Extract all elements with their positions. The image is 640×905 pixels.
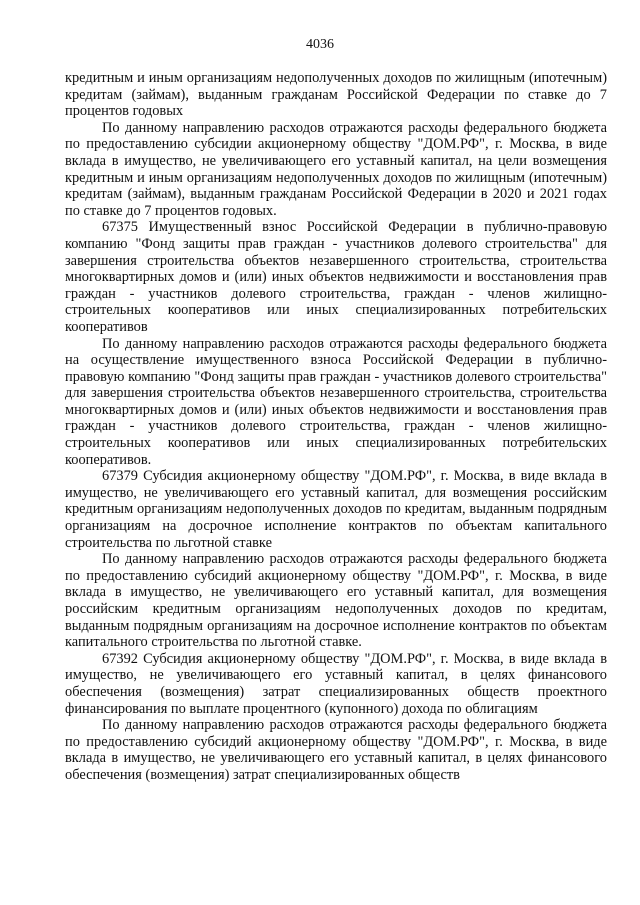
paragraph-description: По данному направлению расходов отражаются расходы федерального бюджета по предоставлению субсидий акционерному обществу "ДОМ.РФ", г. Москва, в виде вклада в имущество, не увеличивающего его уставный капитал, для возмещения российским кредитным организациям недополученных доходов по кредитам, выданным подрядным организациям на досрочное исполнение контрактов по объектам капитального строительства по льготной ставке. (65, 551, 607, 651)
paragraph-description: По данному направлению расходов отражаются расходы федерального бюджета на осуществление имущественного взноса Российской Федерации в публично-правовую компанию "Фонд защиты прав граждан - участников долевого строительства" для завершения строительства объектов незавершенного строительства, строительства многоквартирных домов и (или) иных объектов недвижимости и восстановления прав граждан - участников долевого строительства, граждан - членов жилищно-строительных кооперативов или иных специализированных потребительских кооперативов. (65, 335, 607, 468)
page-number: 4036 (306, 37, 334, 52)
paragraph-code-67379: 67379 Субсидия акционерному обществу "ДОМ.РФ", г. Москва, в виде вклада в имущество, не увеличивающего его уставный капитал, для возмещения российским кредитным организациям недополученных доходов по кредитам, выданным подрядным организациям на досрочное исполнение контрактов по объектам капитального строительства по льготной ставке (65, 468, 607, 551)
document-body (65, 70, 607, 784)
paragraph-code-67392: 67392 Субсидия акционерному обществу "ДОМ.РФ", г. Москва, в виде вклада в имущество, не увеличивающего его уставный капитал, в целях финансового обеспечения (возмещения) затрат специализированных обществ проектного финансирования по выплате процентного (купонного) дохода по облигациям (65, 650, 607, 717)
paragraph-continuation: кредитным и иным организациям недополученных доходов по жилищным (ипотечным) кредитам (займам), выданным гражданам Российской Федерации по ставке до 7 процентов годовых (65, 70, 607, 120)
paragraph-code-67375: 67375 Имущественный взнос Российской Федерации в публично-правовую компанию "Фонд защиты прав граждан - участников долевого строительства" для завершения строительства объектов незавершенного строительства, строительства многоквартирных домов и (или) иных объектов недвижимости и восстановления прав граждан - участников долевого строительства, граждан - членов жилищно-строительных кооперативов или иных специализированных потребительских кооперативов (65, 219, 607, 335)
paragraph-description: По данному направлению расходов отражаются расходы федерального бюджета по предоставлению субсидий акционерному обществу "ДОМ.РФ", г. Москва, в виде вклада в имущество, не увеличивающего его уставный капитал, в целях финансового обеспечения (возмещения) затрат специализированных обществ (65, 717, 607, 783)
paragraph-description: По данному направлению расходов отражаются расходы федерального бюджета по предоставлению субсидии акционерному обществу "ДОМ.РФ", г. Москва, в виде вклада в имущество, не увеличивающего его уставный капитал, на цели возмещения кредитным и иным организациям недополученных доходов по жилищным (ипотечным) кредитам (займам), выданным гражданам Российской Федерации в 2020 и 2021 годах по ставке до 7 процентов годовых. (65, 119, 607, 219)
